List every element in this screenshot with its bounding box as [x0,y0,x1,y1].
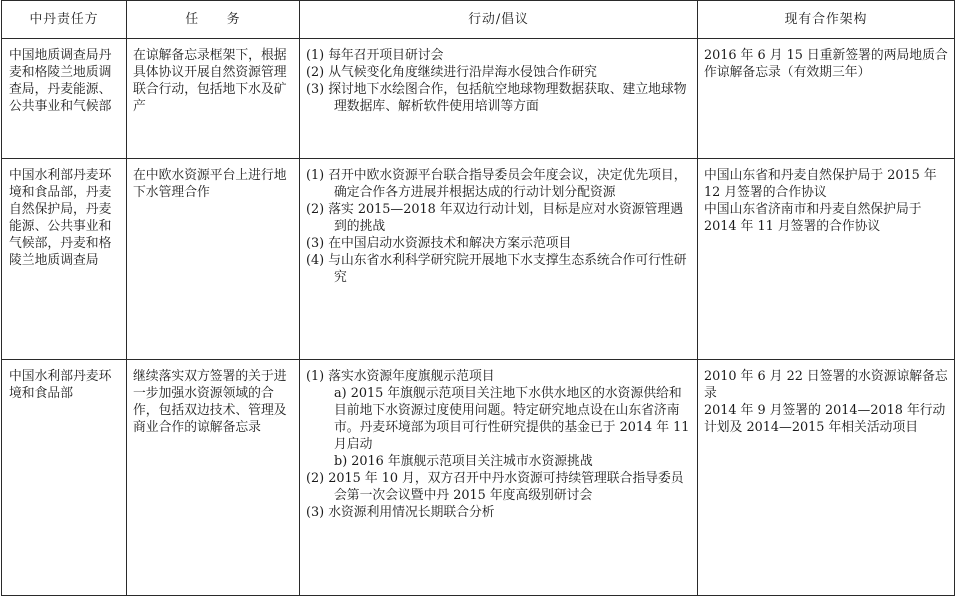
action-item: (1) 每年召开项目研讨会 [306,48,444,63]
header-task: 任 务 [127,1,300,39]
action-item: (3) 在中国启动水资源技术和解决方案示范项目 [306,236,572,251]
action-cell [300,39,698,159]
framework-item: 中国山东省济南市和丹麦自然保护局于 2014 年 11 月签署的合作协议 [704,202,922,234]
action-subitem: b) 2016 年旗舰示范项目关注城市水资源挑战 [334,454,593,469]
action-item: (3) 水资源利用情况长期联合分析 [306,505,495,520]
table-row [2,159,955,360]
table-row [2,360,955,596]
framework-cell [698,360,955,596]
task-cell: 在谅解备忘录框架下，根据具体协议开展自然资源管理联合行动，包括地下水及矿产 [127,39,300,159]
framework-item: 中国山东省和丹麦自然保护局于 2015 年 12 月签署的合作协议 [704,168,937,200]
header-framework: 现有合作架构 [698,1,955,39]
cooperation-table [1,0,955,596]
action-subitem: a) 2015 年旗舰示范项目关注地下水供水地区的水资源供给和目前地下水资源过度使用问题。特定研究地点设在山东省济南市。丹麦环境部为项目可行性研究提供的基金已于 2014 年 11 月启动 [334,386,690,452]
action-item: (2) 2015 年 10 月，双方召开中丹水资源可持续管理联合指导委员会第一次会议暨中丹 2015 年度高级别研讨会 [306,471,684,503]
header-action: 行动/倡议 [300,1,698,39]
action-cell [300,159,698,360]
task-cell: 继续落实双方签署的关于进一步加强水资源领域的合作，包括双边技术、管理及商业合作的谅解备忘录 [127,360,300,596]
framework-item: 2016 年 6 月 15 日重新签署的两局地质合作谅解备忘录（有效期三年） [704,48,948,80]
party-cell: 中国水利部丹麦环境和食品部，丹麦自然保护局，丹麦能源、公共事业和气候部，丹麦和格陵兰地质调查局 [2,159,127,360]
header-row [2,1,955,39]
action-item: (1) 召开中欧水资源平台联合指导委员会年度会议，决定优先项目，确定合作各方进展并根据达成的行动计划分配资源 [306,168,687,200]
task-cell: 在中欧水资源平台上进行地下水管理合作 [127,159,300,360]
action-item: (2) 从气候变化角度继续进行沿岸海水侵蚀合作研究 [306,65,597,80]
action-item: (3) 探讨地下水绘图合作，包括航空地球物理数据获取、建立地球物理数据库、解析软件使用培训等方面 [306,82,687,114]
framework-cell [698,159,955,360]
party-cell: 中国地质调查局丹麦和格陵兰地质调查局，丹麦能源、公共事业和气候部 [2,39,127,159]
header-party: 中丹责任方 [2,1,127,39]
table-row [2,39,955,159]
action-item: (4) 与山东省水利科学研究院开展地下水支撑生态系统合作可行性研究 [306,253,687,285]
framework-item: 2010 年 6 月 22 日签署的水资源谅解备忘录 [704,369,948,401]
action-cell [300,360,698,596]
action-item: (1) 落实水资源年度旗舰示范项目 [306,369,495,384]
party-cell: 中国水利部丹麦环境和食品部 [2,360,127,596]
framework-cell [698,39,955,159]
action-item: (2) 落实 2015—2018 年双边行动计划，目标是应对水资源管理遇到的挑战 [306,202,683,234]
framework-item: 2014 年 9 月签署的 2014—2018 年行动计划及 2014—2015 年相关活动项目 [704,403,946,435]
